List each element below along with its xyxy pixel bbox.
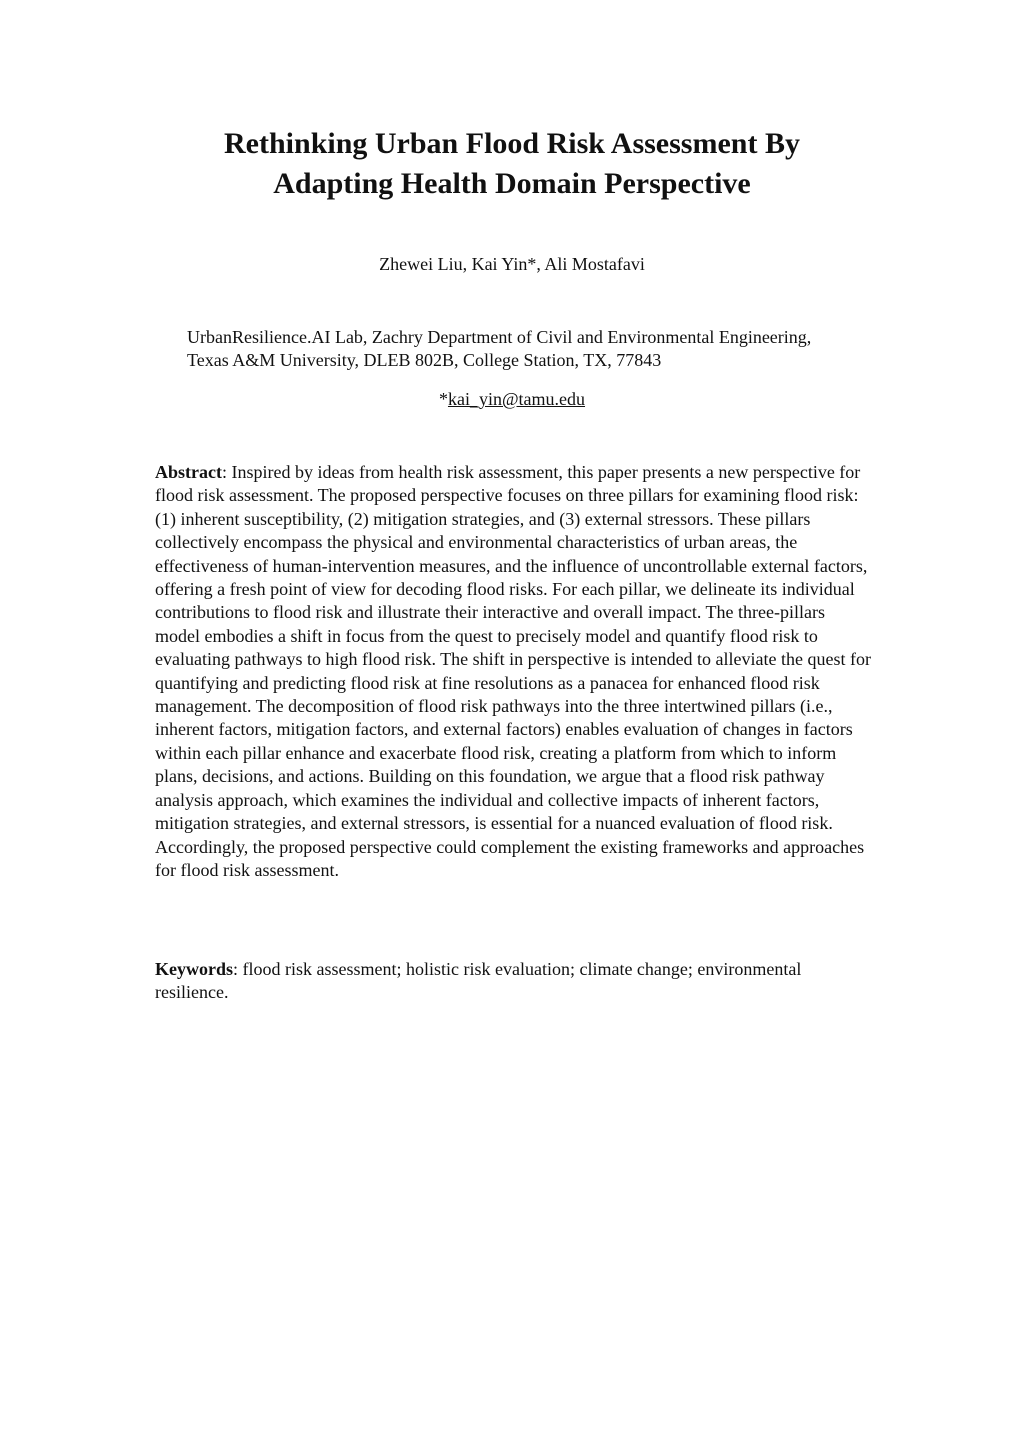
- email-prefix: *: [438, 389, 448, 409]
- corresponding-email: [140, 387, 884, 411]
- keywords: [155, 958, 871, 1005]
- paper-title: [140, 124, 884, 204]
- title-line-1: Rethinking Urban Flood Risk Assessment By: [224, 127, 800, 160]
- affiliation-line-2: Texas A&M University, DLEB 802B, College Station, TX, 77843: [187, 350, 662, 370]
- affiliation-line-1: UrbanResilience.AI Lab, Zachry Department of Civil and Environmental Engineering,: [187, 327, 812, 347]
- title-line-2: Adapting Health Domain Perspective: [273, 167, 751, 200]
- abstract-text: : Inspired by ideas from health risk assessment, this paper presents a new perspective for flood risk assessment. The proposed perspective focuses on three pillars for examining flood risk: (1) inherent susceptibility, (2) mitigation strategies, and (3) external stressors. These pillars collectively encompass the physical and environmental characteristics of urban areas, the effectiveness of human-intervention measures, and the influence of uncontrollable external factors, offering a fresh point of view for decoding flood risks. For each pillar, we delineate its individual contributions to flood risk and illustrate their interactive and overall impact. The three-pillars model embodies a shift in focus from the quest to precisely model and quantify flood risk to evaluating pathways to high flood risk. The shift in perspective is intended to alleviate the quest for quantifying and predicting flood risk at fine resolutions as a panacea for enhanced flood risk management. The decomposition of flood risk pathways into the three intertwined pillars (i.e., inherent factors, mitigation factors, and external factors) enables evaluation of changes in factors within each pillar enhance and exacerbate flood risk, creating a platform from which to inform plans, decisions, and actions. Building on this foundation, we argue that a flood risk pathway analysis approach, which examines the individual and collective impacts of inherent factors, mitigation strategies, and external stressors, is essential for a nuanced evaluation of flood risk. Accordingly, the proposed perspective could complement the existing frameworks and approaches for flood risk assessment.: [155, 462, 871, 880]
- author-list: Zhewei Liu, Kai Yin*, Ali Mostafavi: [379, 254, 645, 274]
- affiliation: [187, 326, 887, 372]
- abstract: [155, 461, 871, 882]
- abstract-label: Abstract: [155, 462, 222, 482]
- keywords-label: Keywords: [155, 959, 233, 979]
- email-link[interactable]: kai_yin@tamu.edu: [447, 389, 586, 409]
- keywords-text: : flood risk assessment; holistic risk evaluation; climate change; environmental resilience.: [155, 959, 802, 1003]
